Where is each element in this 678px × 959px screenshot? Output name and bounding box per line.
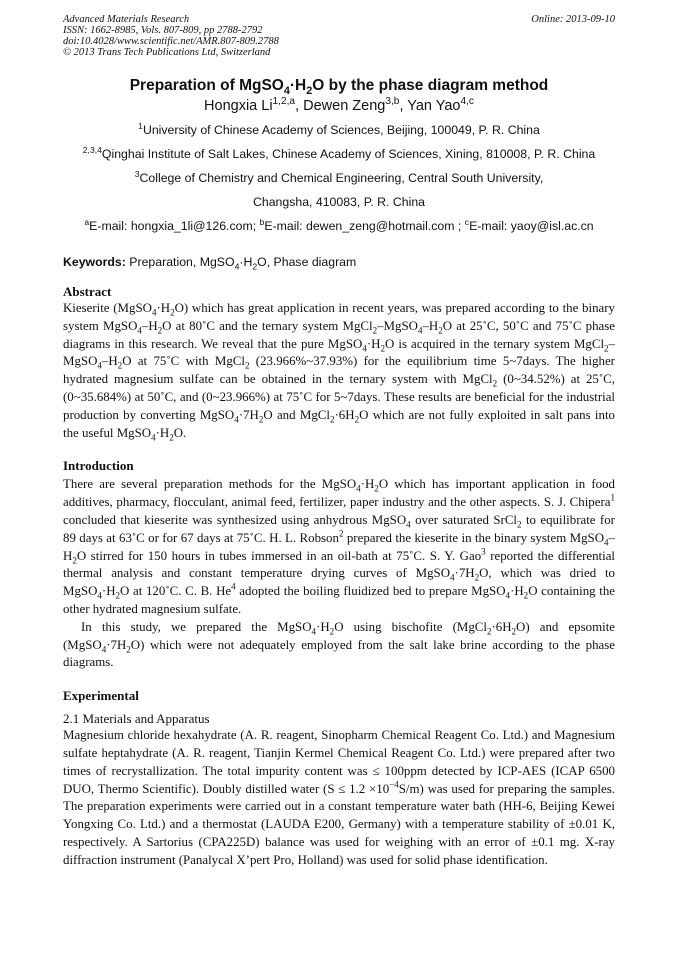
introduction-heading: Introduction — [63, 458, 134, 474]
affiliation-1: $^1$University of Chinese Academy of Sciences, Beijing, 100049, P. R. China — [138, 120, 540, 137]
keywords-line: Keywords: Preparation, $MgSO_4\cdot H_2O$, Phase diagram — [63, 255, 357, 272]
abstract-text: Kieserite $(MgSO_4\cdot H_2O)$ which has great application in recent years, was prepared according to the binary system $MgSO_4-H_2O$ at 80˚C and the ternary system $MgCl_2-MgSO_4-H_2O$ at 25˚C, 50˚C and 75˚C phase diagrams in this research. We reveal that the pure $MgSO_4\cdot H_2O$ is acquired in the ternary system $MgCl_2-MgSO_4-H_2O$ at 75˚C with MgCl$_2$ (23.966%~37.93%) for the equilibrium time 5~7days. The higher hydrated magnesium sulfate can be obtained in the ternary system with MgCl$_2$ (0~34.52%) at 25˚C, (0~35.684%) at 50˚C, and (0~23.966%) at 75˚C for 5~7days. These results are beneficial for the industrial production by converting $MgSO_4\cdot 7H_2O$ and $MgCl_2\cdot 6H_2O$ which are not fully exploited in salt pans into the useful $MgSO_4\cdot H_2O$. — [63, 301, 615, 443]
author-name: Yan Yao — [407, 98, 461, 114]
online-date: Online: 2013-09-10 — [531, 14, 615, 25]
journal-name: Advanced Materials Research — [63, 14, 190, 25]
journal-header — [63, 14, 615, 58]
paper-title: Preparation of $MgSO_4\cdot H_2O$ by the phase diagram method — [129, 77, 549, 98]
affiliation-3: $^3$College of Chemistry and Chemical Engineering, Central South University, — [134, 168, 544, 185]
author-name: Dewen Zeng — [303, 98, 386, 114]
abstract-heading: Abstract — [63, 284, 112, 299]
keywords-label: Keywords: — [63, 255, 126, 269]
issn-line: ISSN: 1662-8985, Vols. 807-809, pp 2788-2792 — [63, 25, 263, 36]
introduction-paragraph-2: In this study, we prepared the $MgSO_4\cdot H_2O$ using bischofite $(MgCl_2\cdot 6H_2O)$ and epsomite $(MgSO_4\cdot 7H_2O)$ which were not adequately employed from the salt lake brine according to the phase diagrams. — [63, 619, 616, 670]
email-c: E-mail: yaoy@isl.ac.cn — [469, 219, 594, 233]
paper-page — [63, 14, 615, 870]
introduction-paragraph-1: There are several preparation methods for the $MgSO_4\cdot H_2O$ which has important application in food additives, pharmacy, flocculant, animal feed, fertilizer, paper industry and the other aspects. S. J. Chipera$^1$ concluded that kieserite was synthesized using anhydrous MgSO$_4$ over saturated SrCl$_2$ to equilibrate for 89 days at 63˚C or for 67 days at 75˚C. H. L. Robson$^2$ prepared the kieserite in the binary system $MgSO_4-H_2O$ stirred for 150 hours in tubes immersed in an oil-bath at 75˚C. S. Y. Gao$^3$ reported the differential thermal analysis and constant temperature drying curves of $MgSO_4\cdot 7H_2O$, which was dried to $MgSO_4\cdot H_2O$ at 120˚C. C. B. He$^4$ adopted the boiling fluidized bed to prepare $MgSO_4\cdot H_2O$ containing the other hydrated magnesium sulfate. — [63, 477, 616, 616]
email-line: $^a$E-mail: hongxia_1li@126.com; $^b$E-mail: dewen_zeng@hotmail.com ; $^c$E-mail: yaoy@isl.ac.cn — [84, 216, 594, 233]
materials-subheading: 2.1 Materials and Apparatus — [63, 711, 210, 727]
email-b: E-mail: dewen_zeng@hotmail.com ; — [264, 219, 465, 233]
doi-line: doi:10.4028/www.scientific.net/AMR.807-809.2788 — [63, 36, 279, 47]
experimental-heading: Experimental — [63, 688, 139, 704]
author-name: Hongxia Li — [204, 98, 273, 114]
author-list: Hongxia Li$^{1,2,a}$, Dewen Zeng$^{3,b}$, Yan Yao$^{4,c}$ — [204, 96, 474, 114]
experimental-paragraph-1: Magnesium chloride hexahydrate (A. R. reagent, Sinopharm Chemical Reagent Co. Ltd.) and Magnesium sulfate heptahydrate (A. R. reagent, Tianjin Kermel Chemical Reagent Co. Ltd.) were prepared after two times of recrystallization. The total impurity content was ≤ 100ppm detected by ICP-AES (ICAP 6500 DUO, Thermo Scientific). Doubly distilled water $(S \le 1.2 \times 10^{-4}S/m)$ was used for preparing the samples. The preparation experiments were carried out in a constant temperature water bath (HH-6, Beijing Kewei Yongxing Co. Ltd.) and a thermostat (LAUDA E200, Germany) with a temperature stability of ±0.01 K, respectively. A Sartorius (CPA225D) balance was used for weighing with an error of ±0.1 mg. X-ray diffraction instrument (Panalycal X’pert Pro, Holland) was used for solid phase identification. — [63, 728, 615, 867]
affiliation-3-city: Changsha, 410083, P. R. China — [252, 195, 426, 209]
copyright-line: © 2013 Trans Tech Publications Ltd, Switzerland — [63, 47, 271, 58]
email-a: E-mail: hongxia_1li@126.com; — [89, 219, 260, 233]
affiliation-2: $^{2,3,4}$Qinghai Institute of Salt Lakes, Chinese Academy of Sciences, Xining, 810008, P. R. China — [82, 144, 596, 161]
